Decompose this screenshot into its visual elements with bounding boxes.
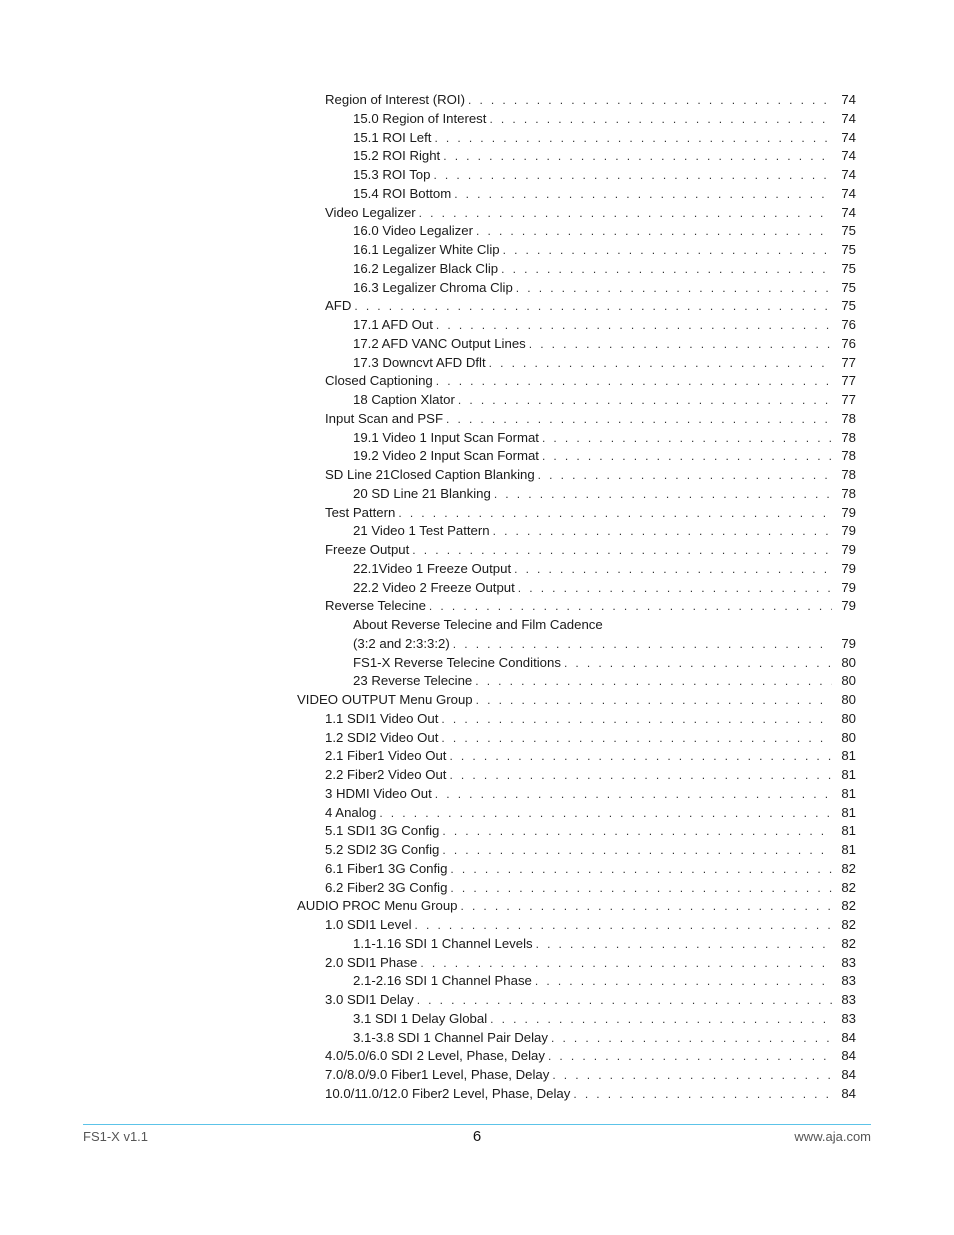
toc-entry-title: Closed Captioning — [325, 373, 433, 389]
toc-dot-leader — [442, 841, 832, 860]
toc-entry-page: 74 — [841, 148, 856, 164]
toc-entry-title: 15.4 ROI Bottom — [353, 185, 452, 201]
toc-entry[interactable] — [0, 185, 954, 204]
toc-entry-title: 6.1 Fiber1 3G Config — [325, 860, 448, 876]
toc-entry[interactable] — [0, 991, 954, 1010]
toc-entry[interactable] — [0, 541, 954, 560]
toc-entry[interactable] — [0, 129, 954, 148]
toc-entry[interactable] — [0, 372, 954, 391]
toc-dot-leader — [436, 372, 832, 391]
toc-entry[interactable] — [0, 1066, 954, 1085]
toc-entry[interactable] — [0, 579, 954, 598]
toc-entry-page: 81 — [841, 748, 856, 764]
toc-dot-leader — [535, 972, 832, 991]
toc-entry-title: 22.1Video 1 Freeze Output — [353, 560, 512, 576]
toc-entry[interactable] — [0, 316, 954, 335]
toc-entry[interactable] — [0, 1010, 954, 1029]
toc-entry[interactable] — [0, 410, 954, 429]
toc-entry-title: 3.1 SDI 1 Delay Global — [353, 1010, 488, 1026]
toc-dot-leader — [441, 729, 832, 748]
toc-dot-leader — [518, 579, 832, 598]
toc-entry-title: 4 Analog — [325, 804, 377, 820]
toc-entry[interactable] — [0, 691, 954, 710]
toc-entry-title: 1.2 SDI2 Video Out — [325, 729, 439, 745]
toc-dot-leader — [453, 635, 832, 654]
toc-entry[interactable] — [0, 522, 954, 541]
toc-entry-page: 78 — [841, 429, 856, 445]
toc-dot-leader — [461, 897, 833, 916]
toc-entry-title: Region of Interest (ROI) — [325, 92, 465, 107]
toc-entry-page: 78 — [841, 410, 856, 426]
toc-entry-title: 17.1 AFD Out — [353, 317, 433, 332]
toc-entry-page: 74 — [841, 129, 856, 145]
toc-dot-leader — [490, 1010, 832, 1029]
toc-entry-page: 75 — [841, 298, 856, 314]
toc-entry[interactable] — [0, 110, 954, 129]
toc-entry-page: 74 — [841, 167, 856, 182]
footer-website: www.aja.com — [794, 1129, 871, 1144]
toc-entry-page: 77 — [841, 373, 856, 389]
toc-entry-page: 83 — [841, 954, 856, 970]
toc-entry-title: (3:2 and 2:3:3:2) — [353, 635, 450, 651]
toc-entry[interactable] — [0, 1085, 954, 1104]
toc-dot-leader — [442, 822, 832, 841]
toc-entry-title: 5.1 SDI1 3G Config — [325, 823, 440, 839]
toc-dot-leader — [529, 335, 832, 354]
toc-dot-leader — [536, 935, 832, 954]
toc-entry-page: 79 — [841, 560, 856, 576]
toc-entry[interactable] — [0, 860, 954, 879]
toc-entry-title: 17.2 AFD VANC Output Lines — [353, 335, 526, 351]
toc-entry[interactable] — [0, 766, 954, 785]
toc-entry[interactable] — [0, 785, 954, 804]
toc-dot-leader — [475, 672, 832, 691]
toc-entry-page: 84 — [841, 1085, 856, 1101]
toc-entry[interactable] — [0, 429, 954, 448]
toc-entry[interactable] — [0, 954, 954, 973]
toc-entry-page: 78 — [841, 485, 856, 501]
toc-entry-title: AFD — [325, 298, 352, 314]
toc-dot-leader — [415, 916, 832, 935]
toc-entry-title: 1.1-1.16 SDI 1 Channel Levels — [353, 935, 533, 951]
toc-entry[interactable] — [0, 166, 954, 185]
toc-dot-leader — [489, 354, 832, 373]
toc-entry-title: 15.2 ROI Right — [353, 148, 441, 164]
toc-dot-leader — [450, 879, 832, 898]
toc-entry-page: 78 — [841, 448, 856, 464]
toc-dot-leader — [468, 91, 832, 110]
toc-entry-title: 4.0/5.0/6.0 SDI 2 Level, Phase, Delay — [325, 1048, 545, 1064]
toc-dot-leader — [446, 410, 832, 429]
toc-dot-leader — [573, 1085, 832, 1104]
toc-entry-title: 19.1 Video 1 Input Scan Format — [353, 429, 539, 445]
toc-entry-page: 77 — [841, 392, 856, 407]
toc-entry[interactable] — [0, 897, 954, 916]
toc-dot-leader — [417, 991, 832, 1010]
toc-entry[interactable] — [0, 504, 954, 523]
toc-entry[interactable] — [0, 672, 954, 691]
toc-dot-leader — [412, 541, 832, 560]
toc-entry-title: SD Line 21Closed Caption Blanking — [325, 467, 535, 482]
toc-entry-page: 80 — [841, 692, 856, 707]
toc-dot-leader — [443, 147, 832, 166]
toc-dot-leader — [493, 522, 832, 541]
toc-dot-leader — [354, 297, 832, 316]
toc-entry-page: 81 — [841, 804, 856, 820]
toc-entry-page: 83 — [841, 992, 856, 1007]
toc-entry-title: 6.2 Fiber2 3G Config — [325, 879, 448, 895]
toc-entry-page: 78 — [841, 467, 856, 482]
toc-entry-page: 84 — [841, 1067, 856, 1082]
toc-entry-title: 16.1 Legalizer White Clip — [353, 242, 500, 257]
toc-entry-page: 80 — [841, 654, 856, 670]
toc-entry-title: 2.1-2.16 SDI 1 Channel Phase — [353, 973, 532, 989]
toc-entry[interactable] — [0, 935, 954, 954]
toc-dot-leader — [433, 166, 832, 185]
toc-dot-leader — [548, 1047, 832, 1066]
toc-dot-leader — [420, 954, 832, 973]
toc-entry-page: 79 — [841, 579, 856, 595]
toc-entry[interactable] — [0, 466, 954, 485]
toc-dot-leader — [419, 204, 832, 223]
toc-dot-leader — [552, 1066, 832, 1085]
toc-dot-leader — [379, 804, 832, 823]
toc-entry-title: 19.2 Video 2 Input Scan Format — [353, 448, 539, 464]
toc-entry-page: 79 — [841, 504, 856, 520]
toc-dot-leader — [476, 691, 832, 710]
toc-entry-page: 79 — [841, 523, 856, 539]
toc-entry[interactable] — [0, 879, 954, 898]
toc-entry[interactable] — [0, 147, 954, 166]
toc-dot-leader — [503, 241, 832, 260]
toc-entry-title: 23 Reverse Telecine — [353, 673, 473, 689]
toc-dot-leader — [516, 279, 832, 298]
toc-entry-title: 16.2 Legalizer Black Clip — [353, 260, 499, 276]
toc-entry-page: 81 — [841, 823, 856, 839]
toc-entry-page: 83 — [841, 1010, 856, 1026]
toc-entry[interactable] — [0, 1047, 954, 1066]
toc-entry-page: 80 — [841, 710, 856, 726]
toc-entry[interactable] — [0, 1029, 954, 1048]
footer-divider — [83, 1124, 871, 1125]
toc-dot-leader — [458, 391, 832, 410]
toc-entry-page: 74 — [841, 185, 856, 201]
toc-entry[interactable] — [0, 297, 954, 316]
toc-entry-page: 84 — [841, 1029, 856, 1045]
toc-dot-leader — [564, 654, 832, 673]
toc-entry-title: About Reverse Telecine and Film Cadence — [353, 617, 603, 632]
toc-entry-page: 75 — [841, 242, 856, 257]
toc-entry-title: 16.3 Legalizer Chroma Clip — [353, 279, 513, 295]
toc-entry[interactable] — [0, 354, 954, 373]
toc-entry-page: 80 — [841, 729, 856, 745]
toc-dot-leader — [441, 710, 832, 729]
toc-entry-title: Freeze Output — [325, 542, 410, 557]
toc-entry-title: Reverse Telecine — [325, 598, 426, 614]
toc-entry-page: 76 — [841, 335, 856, 351]
toc-entry-page: 77 — [841, 354, 856, 370]
toc-entry[interactable] — [0, 916, 954, 935]
toc-entry[interactable] — [0, 841, 954, 860]
toc-entry[interactable] — [0, 391, 954, 410]
toc-entry-page: 76 — [841, 317, 856, 332]
toc-dot-leader — [449, 766, 832, 785]
toc-entry-page: 75 — [841, 223, 856, 239]
toc-entry-page: 82 — [841, 935, 856, 951]
toc-entry-page: 74 — [841, 110, 856, 126]
toc-entry-title: 15.0 Region of Interest — [353, 110, 487, 126]
toc-entry-title: 3 HDMI Video Out — [325, 785, 432, 801]
toc-entry-title: Video Legalizer — [325, 204, 416, 220]
toc-entry-page: 80 — [841, 673, 856, 689]
toc-entry-title: 16.0 Video Legalizer — [353, 223, 474, 239]
toc-entry-title: 7.0/8.0/9.0 Fiber1 Level, Phase, Delay — [325, 1067, 550, 1082]
toc-entry[interactable] — [0, 241, 954, 260]
toc-entry[interactable] — [0, 485, 954, 504]
toc-entry-title: VIDEO OUTPUT Menu Group — [297, 692, 473, 707]
toc-entry-title: AUDIO PROC Menu Group — [297, 898, 458, 914]
toc-dot-leader — [398, 504, 832, 523]
toc-entry-page: 81 — [841, 842, 856, 857]
toc-dot-leader — [429, 597, 832, 616]
table-of-contents — [0, 91, 954, 1104]
toc-entry-page: 75 — [841, 260, 856, 276]
toc-dot-leader — [514, 560, 832, 579]
toc-entry-title: FS1-X Reverse Telecine Conditions — [353, 654, 561, 670]
toc-entry[interactable] — [0, 204, 954, 223]
toc-entry[interactable] — [0, 747, 954, 766]
toc-entry[interactable] — [0, 279, 954, 298]
toc-entry-title: Input Scan and PSF — [325, 410, 444, 426]
toc-entry-title: 2.0 SDI1 Phase — [325, 954, 418, 970]
toc-dot-leader — [476, 222, 832, 241]
toc-entry-page: 82 — [841, 898, 856, 914]
toc-entry[interactable] — [0, 335, 954, 354]
toc-entry-title: 15.3 ROI Top — [353, 167, 431, 182]
toc-entry-page: 82 — [841, 917, 856, 932]
footer-version: FS1-X v1.1 — [83, 1129, 149, 1144]
toc-entry[interactable] — [0, 616, 954, 635]
toc-entry-page: 81 — [841, 785, 856, 801]
toc-dot-leader — [435, 785, 832, 804]
toc-entry[interactable] — [0, 222, 954, 241]
toc-entry-title: 5.2 SDI2 3G Config — [325, 842, 440, 857]
toc-dot-leader — [454, 185, 832, 204]
toc-entry[interactable] — [0, 804, 954, 823]
toc-entry[interactable] — [0, 597, 954, 616]
toc-entry-title: 10.0/11.0/12.0 Fiber2 Level, Phase, Delay — [325, 1085, 571, 1101]
toc-entry[interactable] — [0, 822, 954, 841]
toc-dot-leader — [501, 260, 832, 279]
toc-entry-title: Test Pattern — [325, 504, 396, 520]
toc-dot-leader — [489, 110, 832, 129]
toc-entry-title: 22.2 Video 2 Freeze Output — [353, 579, 515, 595]
toc-entry-title: 1.0 SDI1 Level — [325, 917, 412, 932]
toc-entry-page: 82 — [841, 879, 856, 895]
toc-entry-page: 74 — [841, 92, 856, 107]
toc-entry-page: 79 — [841, 542, 856, 557]
toc-entry[interactable] — [0, 635, 954, 654]
toc-entry-page: 74 — [841, 204, 856, 220]
toc-entry-title: 1.1 SDI1 Video Out — [325, 710, 439, 726]
toc-entry-page: 84 — [841, 1048, 856, 1064]
toc-entry-title: 21 Video 1 Test Pattern — [353, 523, 490, 539]
toc-dot-leader — [551, 1029, 832, 1048]
toc-entry[interactable] — [0, 654, 954, 673]
toc-entry-page: 79 — [841, 598, 856, 614]
toc-dot-leader — [450, 860, 832, 879]
toc-entry-title: 3.0 SDI1 Delay — [325, 992, 414, 1007]
toc-entry-title: 20 SD Line 21 Blanking — [353, 485, 491, 501]
toc-entry[interactable] — [0, 710, 954, 729]
toc-entry[interactable] — [0, 447, 954, 466]
toc-entry-page: 83 — [841, 973, 856, 989]
toc-entry-title: 17.3 Downcvt AFD Dflt — [353, 354, 486, 370]
toc-entry-page: 75 — [841, 279, 856, 295]
page-number: 6 — [472, 1128, 482, 1145]
toc-entry-page: 81 — [841, 767, 856, 782]
toc-entry[interactable] — [0, 91, 954, 110]
toc-entry[interactable] — [0, 972, 954, 991]
toc-entry[interactable] — [0, 560, 954, 579]
toc-entry-title: 18 Caption Xlator — [353, 392, 455, 407]
toc-dot-leader — [542, 429, 832, 448]
toc-entry-title: 15.1 ROI Left — [353, 129, 432, 145]
toc-entry[interactable] — [0, 729, 954, 748]
toc-entry-page: 79 — [841, 635, 856, 651]
toc-dot-leader — [436, 316, 832, 335]
toc-dot-leader — [542, 447, 832, 466]
toc-entry-title: 2.2 Fiber2 Video Out — [325, 767, 447, 782]
toc-dot-leader — [449, 747, 832, 766]
toc-entry[interactable] — [0, 260, 954, 279]
toc-dot-leader — [538, 466, 832, 485]
toc-dot-leader — [494, 485, 832, 504]
toc-entry-page: 82 — [841, 860, 856, 876]
toc-dot-leader — [434, 129, 832, 148]
toc-entry-title: 3.1-3.8 SDI 1 Channel Pair Delay — [353, 1029, 548, 1045]
toc-entry-title: 2.1 Fiber1 Video Out — [325, 748, 447, 764]
